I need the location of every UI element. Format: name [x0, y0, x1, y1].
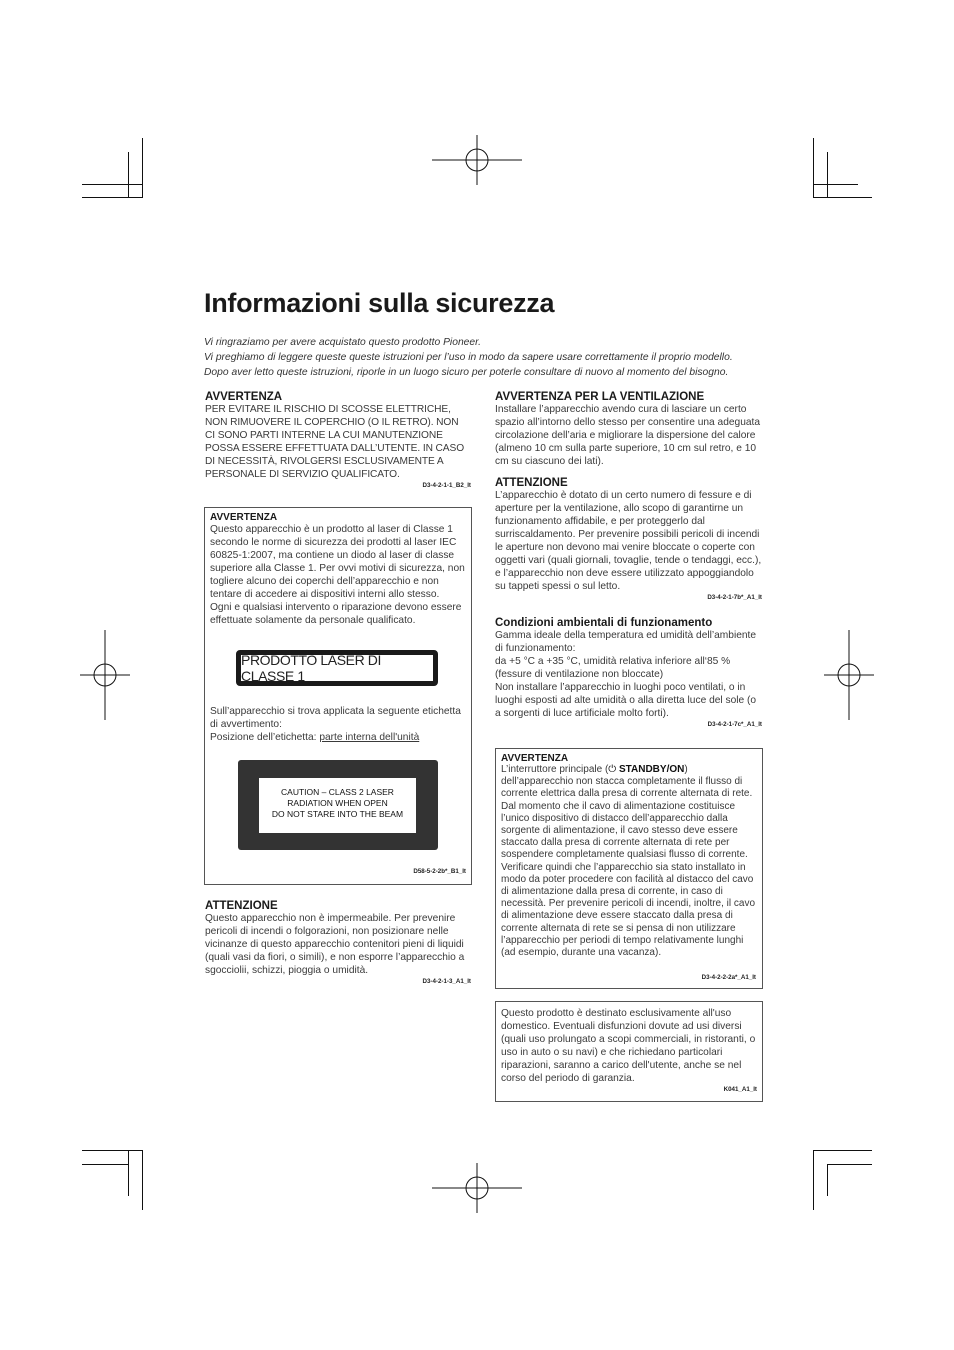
reference-code: D3-4-2-1-1_B2_It — [422, 482, 471, 489]
standby-text — [501, 764, 757, 959]
laser-text: Questo apparecchio è un prodotto al laser di Classe 1 secondo le norme di sicurezza dei prodotti al laser IEC 60825-1:2007, ma contiene un diodo al laser di classe superiore alla Classe 1. Per ovvi motivi di sicurezza, non togliere alcuno dei coperchi dell’apparecchio e non tentare di accedere ai dispositivi interni allo stesso. — [210, 524, 465, 600]
registration-mark-left — [80, 630, 130, 720]
registration-mark-right — [824, 630, 874, 720]
section-text: L’apparecchio è dotato di un certo numero di fessure e di aperture per la ventilazione, allo scopo di garantirne un funzionamento affidabile, e per proteggerlo dal surriscaldamento. Per prevenire possibili pericoli di incendi le aperture non devono mai venire bloccate o coperte con oggetti vari (quali giornali, tovaglie, tende o tendaggi, ecc.), e l’apparecchio non deve essere utilizzato appoggiandolo su tappeti spessi o sul letto. — [495, 490, 762, 592]
standby-text-start: L’interruttore principale ( — [501, 764, 609, 775]
section-text: Installare l’apparecchio avendo cura di lasciare un certo spazio all’intorno dello stesso per consentire una adeguata circolazione dell’aria e migliorare la dispersione del calore (almeno 10 cm sulla parte superiore, 10 cm sul retro, e 10 cm su ciascuno dei lati). — [495, 404, 761, 467]
section-text: Questo apparecchio non è impermeabile. Per prevenire pericoli di incendi o folgorazioni, non posizionare nelle vicinanze di questo apparecchio contenitori pieni di liquidi (quali vasi da fiori, o simili), e non esporre l’apparecchio a sgocciolii, schizzi, pioggia o umidità. — [205, 913, 465, 976]
page-title: Informazioni sulla sicurezza — [204, 288, 555, 318]
standby-warning-box — [495, 748, 763, 989]
attenzione-water-section — [205, 900, 471, 985]
label-position-caption: Posizione dell’etichetta: — [210, 732, 317, 743]
label-info-text: Sull’apparecchio si trova applicata la seguente etichetta di avvertimento: — [210, 706, 461, 730]
section-text: PER EVITARE IL RISCHIO DI SCOSSE ELETTRICHE, NON RIMUOVERE IL COPERCHIO (O IL RETRO). NON CI SONO PARTI INTERNE LA CUI MANUTENZIONE POSSA ESSERE EFFETTUATA DALL’UTENTE. IN CASO DI NECESSITÀ, RIVOLGERSI ESCLUSIVAMENTE A PERSONALE DI SERVIZIO QUALIFICATO. — [205, 404, 465, 480]
intro-line: Vi ringraziamo per avere acquistato questo prodotto Pioneer. — [204, 337, 482, 348]
section-heading: AVVERTENZA — [205, 391, 283, 403]
label-position — [210, 731, 466, 744]
section-heading: AVVERTENZA PER LA VENTILAZIONE — [495, 391, 705, 403]
caution-line: RADIATION WHEN OPEN — [287, 798, 388, 808]
label-position-value: parte interna dell'unità — [319, 732, 420, 743]
reference-code: K041_A1_It — [723, 1086, 757, 1093]
registration-mark-bottom — [432, 1163, 522, 1213]
intro-line: Vi preghiamo di leggere queste queste istruzioni per l’uso in modo da sapere usare correttamente il proprio modello. — [204, 352, 733, 363]
reference-code: D3-4-2-1-3_A1_It — [422, 978, 471, 985]
reference-code: D3-4-2-1-7c*_A1_It — [707, 721, 762, 728]
standby-text-end: ) dell’apparecchio non stacca completamente il flusso di corrente elettrica dalla presa di corrente alternata di rete. Dal momento che il cavo di alimentazione costituisce l’unico dispositivo di distacco dell’apparecchio dalla sorgente di alimentazione, il cavo stesso deve essere staccato dalla presa di corrente alternata di rete per sospendere completamente qualsiasi flusso di corrente. Verificare quindi che l’apparecchio sia stato installato in modo da poter procedere con facilità al distacco del cavo di alimentazione dalla presa di corrente, in caso di necessità. Per prevenire pericoli di incendi, inoltre, il cavo di alimentazione deve essere staccato dalla presa di corrente alternata di rete se si pensa di non utilizzare l’apparecchio per periodi di tempo relativamente lunghi (ad esempio, durante una vacanza). — [501, 764, 756, 959]
section-heading: ATTENZIONE — [495, 477, 568, 489]
section-text: Non installare l’apparecchio in luoghi poco ventilati, o in luoghi esposti ad alte umidità o alla diretta luce del sole (o a sorgenti di luce artificiale molto forti). — [495, 682, 757, 719]
section-text: Gamma ideale della temperatura ed umidità dell’ambiente di funzionamento: — [495, 630, 757, 654]
section-heading: Condizioni ambientali di funzionamento — [495, 617, 713, 629]
attenzione-ventilation-section — [495, 477, 762, 601]
avvertenza-section — [205, 391, 471, 489]
reference-code: D58-5-2-2b*_B1_It — [413, 868, 466, 875]
caution-line: CAUTION – CLASS 2 LASER — [281, 787, 394, 797]
section-heading: ATTENZIONE — [205, 900, 278, 912]
power-icon: ⏻ — [608, 764, 617, 775]
uso-domestico-box — [495, 1001, 763, 1102]
caution-line: DO NOT STARE INTO THE BEAM — [271, 809, 404, 819]
reference-code: D3-4-2-1-7b*_A1_It — [707, 594, 762, 601]
caution-label — [238, 760, 438, 850]
intro-line: Dopo aver letto queste istruzioni, riporle in un luogo sicuro per poterle consultare di nuovo al momento del bisogno. — [204, 367, 729, 378]
intro-text — [204, 335, 764, 380]
ventilazione-section — [495, 391, 762, 468]
laser-text-service: Ogni e qualsiasi intervento o riparazione devono essere effettuate solamente da personale qualificato. — [210, 602, 462, 626]
laser-class-label — [236, 650, 438, 686]
registration-mark-top — [432, 135, 522, 185]
condizioni-section — [495, 617, 762, 728]
uso-text: Questo prodotto è destinato esclusivamente all'uso domestico. Eventuali disfunzioni dovute ad usi diversi (quali uso prolungato a scopi commerciali, in ristoranti, o uso in auto o su navi) e che richiedano particolari riparazioni, saranno a carico dell'utente, anche se nel corso del periodo di garanzia. — [501, 1008, 756, 1084]
caution-label-text — [259, 778, 416, 833]
reference-code: D3-4-2-2-2a*_A1_It — [701, 974, 756, 981]
box-heading: AVVERTENZA — [501, 753, 569, 764]
standby-button-label: STANDBY/ON — [618, 764, 685, 775]
box-heading: AVVERTENZA — [210, 512, 278, 523]
laser-class-label-text: PRODOTTO LASER DI CLASSE 1 — [241, 652, 381, 684]
section-text: da +5 °C a +35 °C, umidità relativa inferiore all‘85 % (fessure di ventilazione non bloccate) — [495, 656, 731, 680]
